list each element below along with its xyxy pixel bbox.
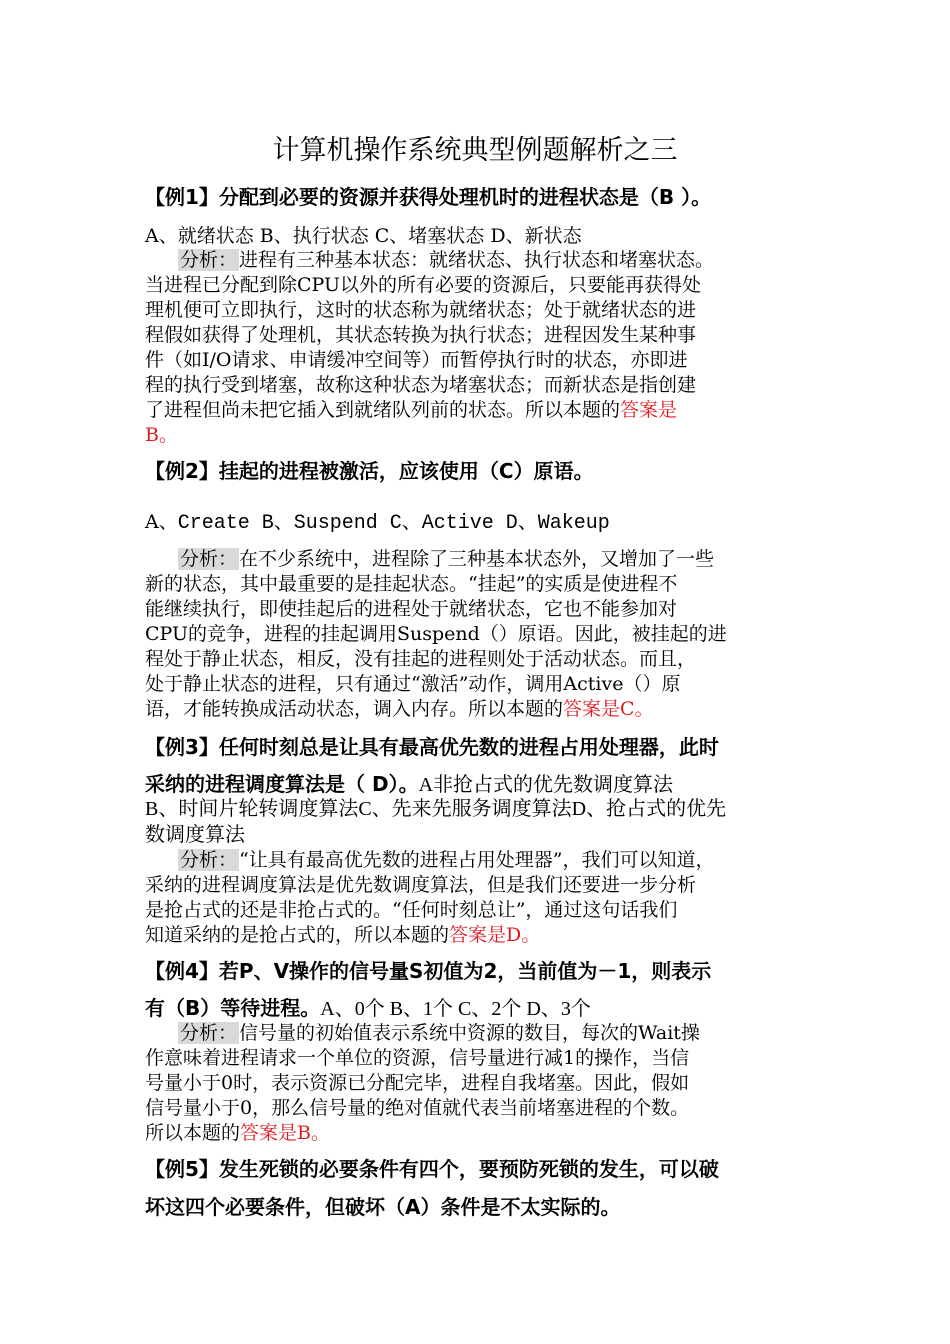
- example-3-options: 数调度算法: [145, 824, 245, 846]
- example-4-analysis-line: 号量小于0时，表示资源已分配完毕，进程自我堵塞。因此，假如: [145, 1072, 690, 1094]
- example-1-analysis-line: 件（如I/O请求、申请缓冲空间等）而暂停执行时的状态，亦即进: [145, 349, 688, 371]
- example-3-analysis-line: 知道采纳的是抢占式的，所以本题的答案是D。: [145, 924, 541, 946]
- example-2-analysis-line: 分析： 在不少系统中，进程除了三种基本状态外，又增加了一些: [180, 548, 715, 570]
- example-3-analysis-line: 分析： “让具有最高优先数的进程占用处理器”，我们可以知道，: [180, 849, 715, 871]
- example-2-analysis-line: 处于静止状态的进程，只有通过“激活”动作，调用Active（）原: [145, 673, 681, 695]
- example-1-analysis-line: 理机便可立即执行，这时的状态称为就绪状态；处于就绪状态的进: [145, 299, 697, 321]
- example-1-analysis-line: 了进程但尚未把它插入到就绪队列前的状态。所以本题的答案是: [145, 399, 678, 421]
- example-2-question: 【例2】挂起的进程被激活，应该使用（C）原语。: [145, 459, 594, 483]
- example-4-analysis-line: 所以本题的答案是B。: [145, 1122, 330, 1144]
- analysis-label: 分析：: [180, 1022, 238, 1044]
- analysis-label: 分析：: [180, 548, 238, 570]
- example-1-options: A、就绪状态 B、执行状态 C、堵塞状态 D、新状态: [145, 225, 582, 247]
- answer-highlight: 答案是B。: [240, 1122, 330, 1144]
- example-1-analysis-line: 程假如获得了处理机，其状态转换为执行状态；进程因发生某种事: [145, 324, 697, 346]
- example-4-analysis-line: 分析： 信号量的初始值表示系统中资源的数目，每次的Wait操: [180, 1022, 700, 1044]
- example-2-analysis-line: 程处于静止状态，相反，没有挂起的进程则处于活动状态。而且，: [145, 648, 697, 670]
- example-4-question: 有（B）等待进程。A、0个 B、1个 C、2个 D、3个: [145, 996, 591, 1020]
- page-title: 计算机操作系统典型例题解析之三: [272, 135, 678, 166]
- example-2-analysis-line: CPU的竞争，进程的挂起调用Suspend（）原语。因此，被挂起的进: [145, 623, 727, 645]
- example-4-analysis-line: 信号量小于0，那么信号量的绝对值就代表当前堵塞进程的个数。: [145, 1097, 690, 1119]
- example-3-analysis-line: 采纳的进程调度算法是优先数调度算法，但是我们还要进一步分析: [145, 874, 697, 896]
- answer-highlight: 答案是: [620, 399, 678, 421]
- example-2-analysis-line: 新的状态，其中最重要的是挂起状态。“挂起”的实质是使进程不: [145, 573, 678, 595]
- analysis-label: 分析：: [180, 249, 238, 271]
- answer-highlight: 答案是C。: [563, 698, 654, 720]
- example-2-analysis-line: 能继续执行，即使挂起后的进程处于就绪状态，它也不能参加对: [145, 598, 678, 620]
- example-5-question: 坏这四个必要条件，但破坏（A）条件是不太实际的。: [145, 1195, 621, 1219]
- example-2-options: A、Create B、Suspend C、Active D、Wakeup: [145, 511, 610, 535]
- example-3-analysis-line: 是抢占式的还是非抢占式的。“任何时刻总让”，通过这句话我们: [145, 899, 678, 921]
- example-4-question: 【例4】若P、V操作的信号量S初值为2，当前值为－1，则表示: [145, 959, 712, 983]
- example-1-analysis-line: 当进程已分配到除CPU以外的所有必要的资源后，只要能再获得处: [145, 274, 702, 296]
- example-2-analysis-line: 语，才能转换成活动状态，调入内存。所以本题的答案是C。: [145, 698, 654, 720]
- example-3-question: 采纳的进程调度算法是（ D）。A非抢占式的优先数调度算法: [145, 772, 674, 796]
- answer-highlight: 答案是D。: [449, 924, 541, 946]
- example-1-analysis-line: 程的执行受到堵塞，故称这种状态为堵塞状态；而新状态是指创建: [145, 374, 697, 396]
- example-3-question: 【例3】任何时刻总是让具有最高优先数的进程占用处理器，此时: [145, 735, 719, 759]
- example-1-question: 【例1】分配到必要的资源并获得处理机时的进程状态是（B ）。: [145, 185, 712, 209]
- example-4-analysis-line: 作意味着进程请求一个单位的资源，信号量进行减1的操作，当信: [145, 1047, 690, 1069]
- analysis-label: 分析：: [180, 849, 238, 871]
- example-1-analysis-line: 分析： 进程有三种基本状态：就绪状态、执行状态和堵塞状态。: [180, 249, 715, 271]
- example-1-answer: B。: [145, 424, 178, 446]
- example-5-question: 【例5】发生死锁的必要条件有四个，要预防死锁的发生，可以破: [145, 1157, 719, 1181]
- example-3-options: B、时间片轮转调度算法C、先来先服务调度算法D、抢占式的优先: [145, 798, 727, 820]
